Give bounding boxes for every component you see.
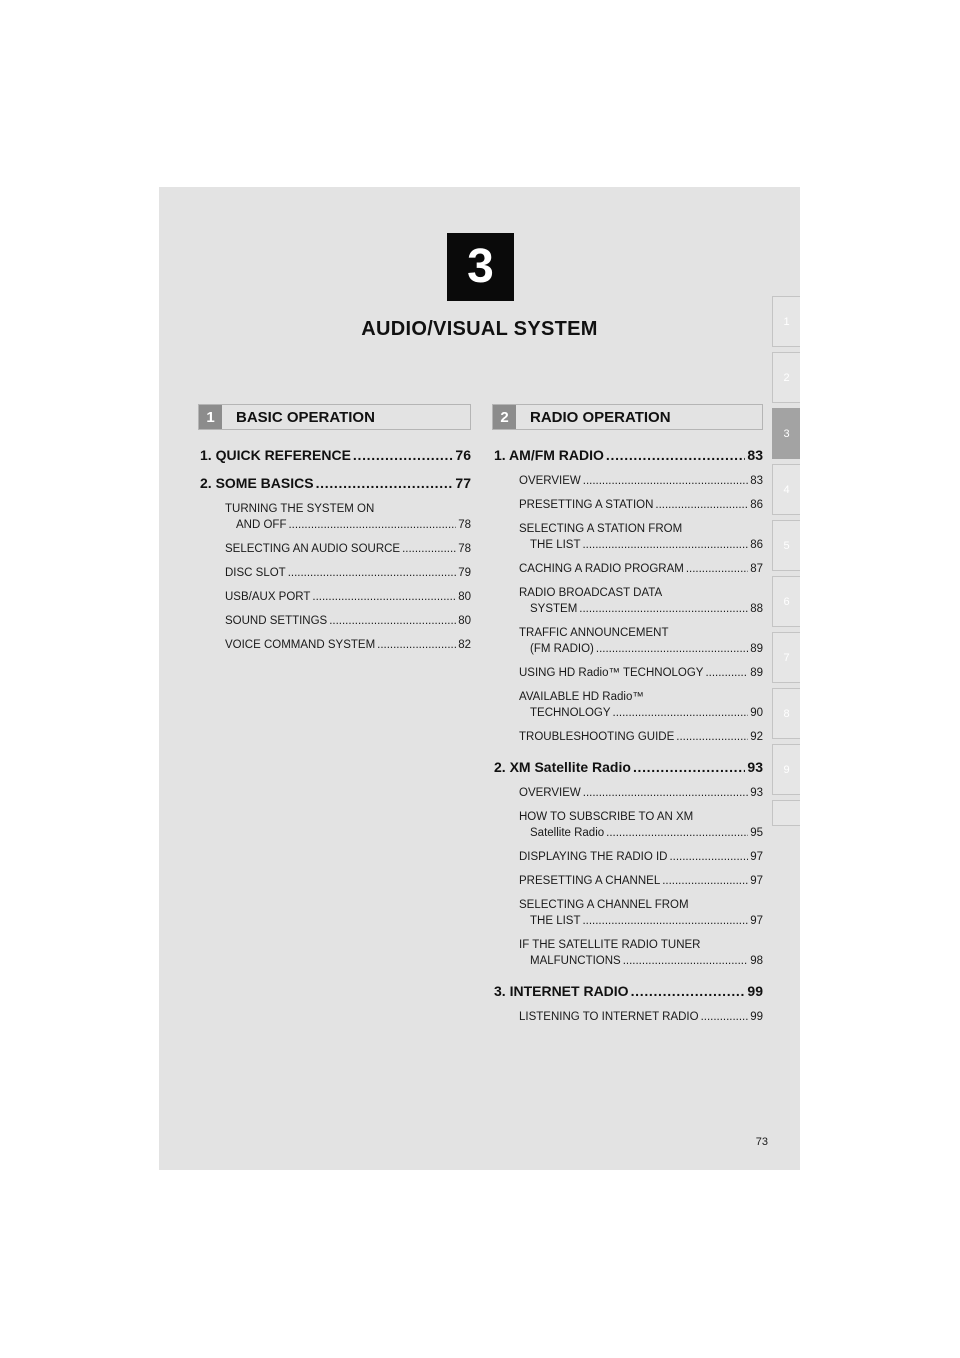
toc-subentry-line [225, 637, 471, 653]
toc-subentry[interactable] [519, 785, 763, 801]
leader-dots [312, 589, 456, 605]
section-title: RADIO OPERATION [530, 408, 671, 426]
toc-subentry-page: 97 [750, 851, 763, 863]
toc-subentry-page: 99 [750, 1011, 763, 1023]
toc-subentry-label: (FM RADIO) [530, 643, 594, 655]
leader-dots [705, 665, 748, 681]
toc-subentries [519, 1009, 763, 1025]
toc-subentry-line [519, 873, 763, 889]
toc-subentry-page: 79 [458, 567, 471, 579]
leader-dots [701, 1009, 749, 1025]
toc-subentry-line1: AVAILABLE HD Radio™ [519, 691, 644, 703]
chapter-tab-7[interactable]: 7 [772, 632, 800, 683]
toc-subentry[interactable] [519, 497, 763, 513]
leader-dots [631, 983, 746, 999]
toc-subentry-line [225, 613, 471, 629]
toc-subentry-line [519, 913, 763, 929]
page-number: 73 [755, 1136, 768, 1148]
section-header [198, 404, 471, 430]
chapter-tabs [772, 296, 800, 831]
toc-subentry-line [519, 497, 763, 513]
leader-dots [582, 537, 748, 553]
toc-subentry-page: 97 [750, 875, 763, 887]
toc-subentry-line [225, 517, 471, 533]
toc-entry[interactable] [494, 759, 763, 775]
toc-entry-label: 2. XM Satellite Radio [494, 759, 631, 775]
section-basic-operation [198, 404, 471, 667]
toc-subentries [225, 501, 471, 653]
toc-subentry-label: TECHNOLOGY [530, 707, 611, 719]
chapter-tab-4[interactable]: 4 [772, 464, 800, 515]
toc-subentry-line [519, 601, 763, 617]
toc-subentry-label: OVERVIEW [519, 787, 581, 799]
toc-subentry-label: MALFUNCTIONS [530, 955, 621, 967]
toc-entry-label: 2. SOME BASICS [200, 475, 314, 491]
toc-subentry-line1: SELECTING A CHANNEL FROM [519, 899, 689, 911]
toc-subentry-label: USING HD Radio™ TECHNOLOGY [519, 667, 704, 679]
toc-subentry-label: THE LIST [530, 915, 581, 927]
toc-subentry[interactable] [519, 585, 763, 617]
toc-subentry-line [519, 473, 763, 489]
leader-dots [582, 913, 748, 929]
toc-entry[interactable] [200, 447, 471, 463]
chapter-tab-1[interactable]: 1 [772, 296, 800, 347]
toc-entry[interactable] [494, 447, 763, 463]
toc-entry-page: 77 [455, 475, 471, 491]
toc-subentry-line1: TRAFFIC ANNOUNCEMENT [519, 627, 669, 639]
toc-subentry-line [225, 589, 471, 605]
chapter-tab-3[interactable]: 3 [772, 408, 800, 459]
leader-dots [316, 475, 454, 491]
toc-subentry-label: USB/AUX PORT [225, 591, 311, 603]
toc-subentry-label: VOICE COMMAND SYSTEM [225, 639, 376, 651]
chapter-tab-6[interactable]: 6 [772, 576, 800, 627]
toc-subentry-line1: TURNING THE SYSTEM ON [225, 503, 375, 515]
toc-subentry[interactable] [519, 729, 763, 745]
toc-subentry[interactable] [519, 665, 763, 681]
toc-subentry-line1: RADIO BROADCAST DATA [519, 587, 663, 599]
toc-subentry-page: 86 [750, 539, 763, 551]
toc-subentry[interactable] [225, 637, 471, 653]
toc-subentry[interactable] [519, 897, 763, 929]
toc-subentry-page: 90 [750, 707, 763, 719]
toc-subentry[interactable] [225, 565, 471, 581]
toc-subentry[interactable] [519, 625, 763, 657]
toc-subentry-label: OVERVIEW [519, 475, 581, 487]
toc-subentry-page: 86 [750, 499, 763, 511]
leader-dots [583, 473, 748, 489]
toc-subentry-line [519, 665, 763, 681]
toc-subentry-page: 97 [750, 915, 763, 927]
leader-dots [353, 447, 454, 463]
section-title: BASIC OPERATION [236, 408, 375, 426]
toc-subentry-label: CACHING A RADIO PROGRAM [519, 563, 684, 575]
toc-subentry-line [519, 537, 763, 553]
leader-dots [583, 785, 748, 801]
toc-subentry-label: SELECTING AN AUDIO SOURCE [225, 543, 401, 555]
toc-subentry-page: 95 [750, 827, 763, 839]
toc-subentry-line [519, 1009, 763, 1025]
toc-subentry-label: SOUND SETTINGS [225, 615, 328, 627]
chapter-number-badge: 3 [447, 233, 514, 301]
toc-entry[interactable] [200, 475, 471, 491]
toc-subentry-label: LISTENING TO INTERNET RADIO [519, 1011, 699, 1023]
toc-subentries [519, 473, 763, 745]
section-header [492, 404, 763, 430]
toc-subentry-page: 78 [458, 519, 471, 531]
toc-subentry[interactable] [519, 849, 763, 865]
toc-subentry[interactable] [519, 521, 763, 553]
toc-subentry-line [519, 953, 763, 969]
toc-subentry-line [519, 641, 763, 657]
leader-dots [377, 637, 456, 653]
leader-dots [686, 561, 748, 577]
toc-subentry-label: AND OFF [236, 519, 287, 531]
leader-dots [606, 825, 748, 841]
toc-subentry-line [519, 785, 763, 801]
leader-dots [288, 517, 456, 533]
toc-subentry-page: 80 [458, 591, 471, 603]
toc-subentry-label: TROUBLESHOOTING GUIDE [519, 731, 675, 743]
leader-dots [623, 953, 748, 969]
toc-subentry-line1: SELECTING A STATION FROM [519, 523, 683, 535]
leader-dots [402, 541, 456, 557]
toc-subentry-page: 83 [750, 475, 763, 487]
toc-subentry[interactable] [519, 1009, 763, 1025]
toc-entry-page: 76 [455, 447, 471, 463]
toc-subentry-label: Satellite Radio [530, 827, 605, 839]
toc-entry-label: 3. INTERNET RADIO [494, 983, 629, 999]
toc-entry-page: 93 [747, 759, 763, 775]
toc-subentry[interactable] [519, 873, 763, 889]
leader-dots [676, 729, 748, 745]
toc-subentry-label: THE LIST [530, 539, 581, 551]
toc-subentry-page: 92 [750, 731, 763, 743]
toc-subentry[interactable] [225, 501, 471, 533]
toc-subentry-line [519, 825, 763, 841]
section-radio-operation [492, 404, 763, 1039]
leader-dots [662, 873, 748, 889]
toc-subentry-label: DISPLAYING THE RADIO ID [519, 851, 668, 863]
toc-subentries [519, 785, 763, 969]
leader-dots [596, 641, 748, 657]
toc-entry-label: 1. AM/FM RADIO [494, 447, 604, 463]
leader-dots [288, 565, 456, 581]
toc-subentry-line [519, 729, 763, 745]
toc-subentry-page: 89 [750, 667, 763, 679]
leader-dots [633, 759, 745, 775]
leader-dots [669, 849, 748, 865]
chapter-tab-8[interactable]: 8 [772, 688, 800, 739]
leader-dots [579, 601, 748, 617]
toc-subentry-page: 93 [750, 787, 763, 799]
chapter-tab-blank[interactable] [772, 800, 800, 826]
toc-subentry-line1: HOW TO SUBSCRIBE TO AN XM [519, 811, 694, 823]
toc-subentry-line [519, 705, 763, 721]
toc-subentry[interactable] [519, 937, 763, 969]
toc-subentry-line [225, 541, 471, 557]
toc-subentry-page: 87 [750, 563, 763, 575]
toc-subentry-page: 98 [750, 955, 763, 967]
toc-subentry-page: 88 [750, 603, 763, 615]
toc-subentry-label: PRESETTING A CHANNEL [519, 875, 661, 887]
toc-subentry[interactable] [225, 541, 471, 557]
toc-subentry-line1: IF THE SATELLITE RADIO TUNER [519, 939, 701, 951]
toc-subentry-page: 80 [458, 615, 471, 627]
toc-subentry[interactable] [519, 473, 763, 489]
toc-subentry-line [519, 849, 763, 865]
toc-entry-label: 1. QUICK REFERENCE [200, 447, 351, 463]
toc-subentry[interactable] [519, 689, 763, 721]
toc-subentry[interactable] [519, 561, 763, 577]
chapter-tab-5[interactable]: 5 [772, 520, 800, 571]
chapter-tab-9[interactable]: 9 [772, 744, 800, 795]
toc-subentry[interactable] [519, 809, 763, 841]
toc-entry-page: 83 [747, 447, 763, 463]
toc-subentry-label: DISC SLOT [225, 567, 286, 579]
toc-subentry-line [225, 565, 471, 581]
leader-dots [655, 497, 748, 513]
leader-dots [613, 705, 749, 721]
leader-dots [606, 447, 746, 463]
leader-dots [329, 613, 456, 629]
chapter-title: AUDIO/VISUAL SYSTEM [361, 318, 598, 340]
toc-entry-page: 99 [747, 983, 763, 999]
toc-subentry[interactable] [225, 589, 471, 605]
chapter-tab-2[interactable]: 2 [772, 352, 800, 403]
toc-subentry-label: SYSTEM [530, 603, 578, 615]
section-number: 2 [493, 405, 516, 429]
toc-subentry-label: PRESETTING A STATION [519, 499, 654, 511]
toc-subentry-page: 82 [458, 639, 471, 651]
section-number: 1 [199, 405, 222, 429]
toc-subentry-line [519, 561, 763, 577]
toc-subentry-page: 89 [750, 643, 763, 655]
toc-subentry[interactable] [225, 613, 471, 629]
toc-entry[interactable] [494, 983, 763, 999]
toc-subentry-page: 78 [458, 543, 471, 555]
